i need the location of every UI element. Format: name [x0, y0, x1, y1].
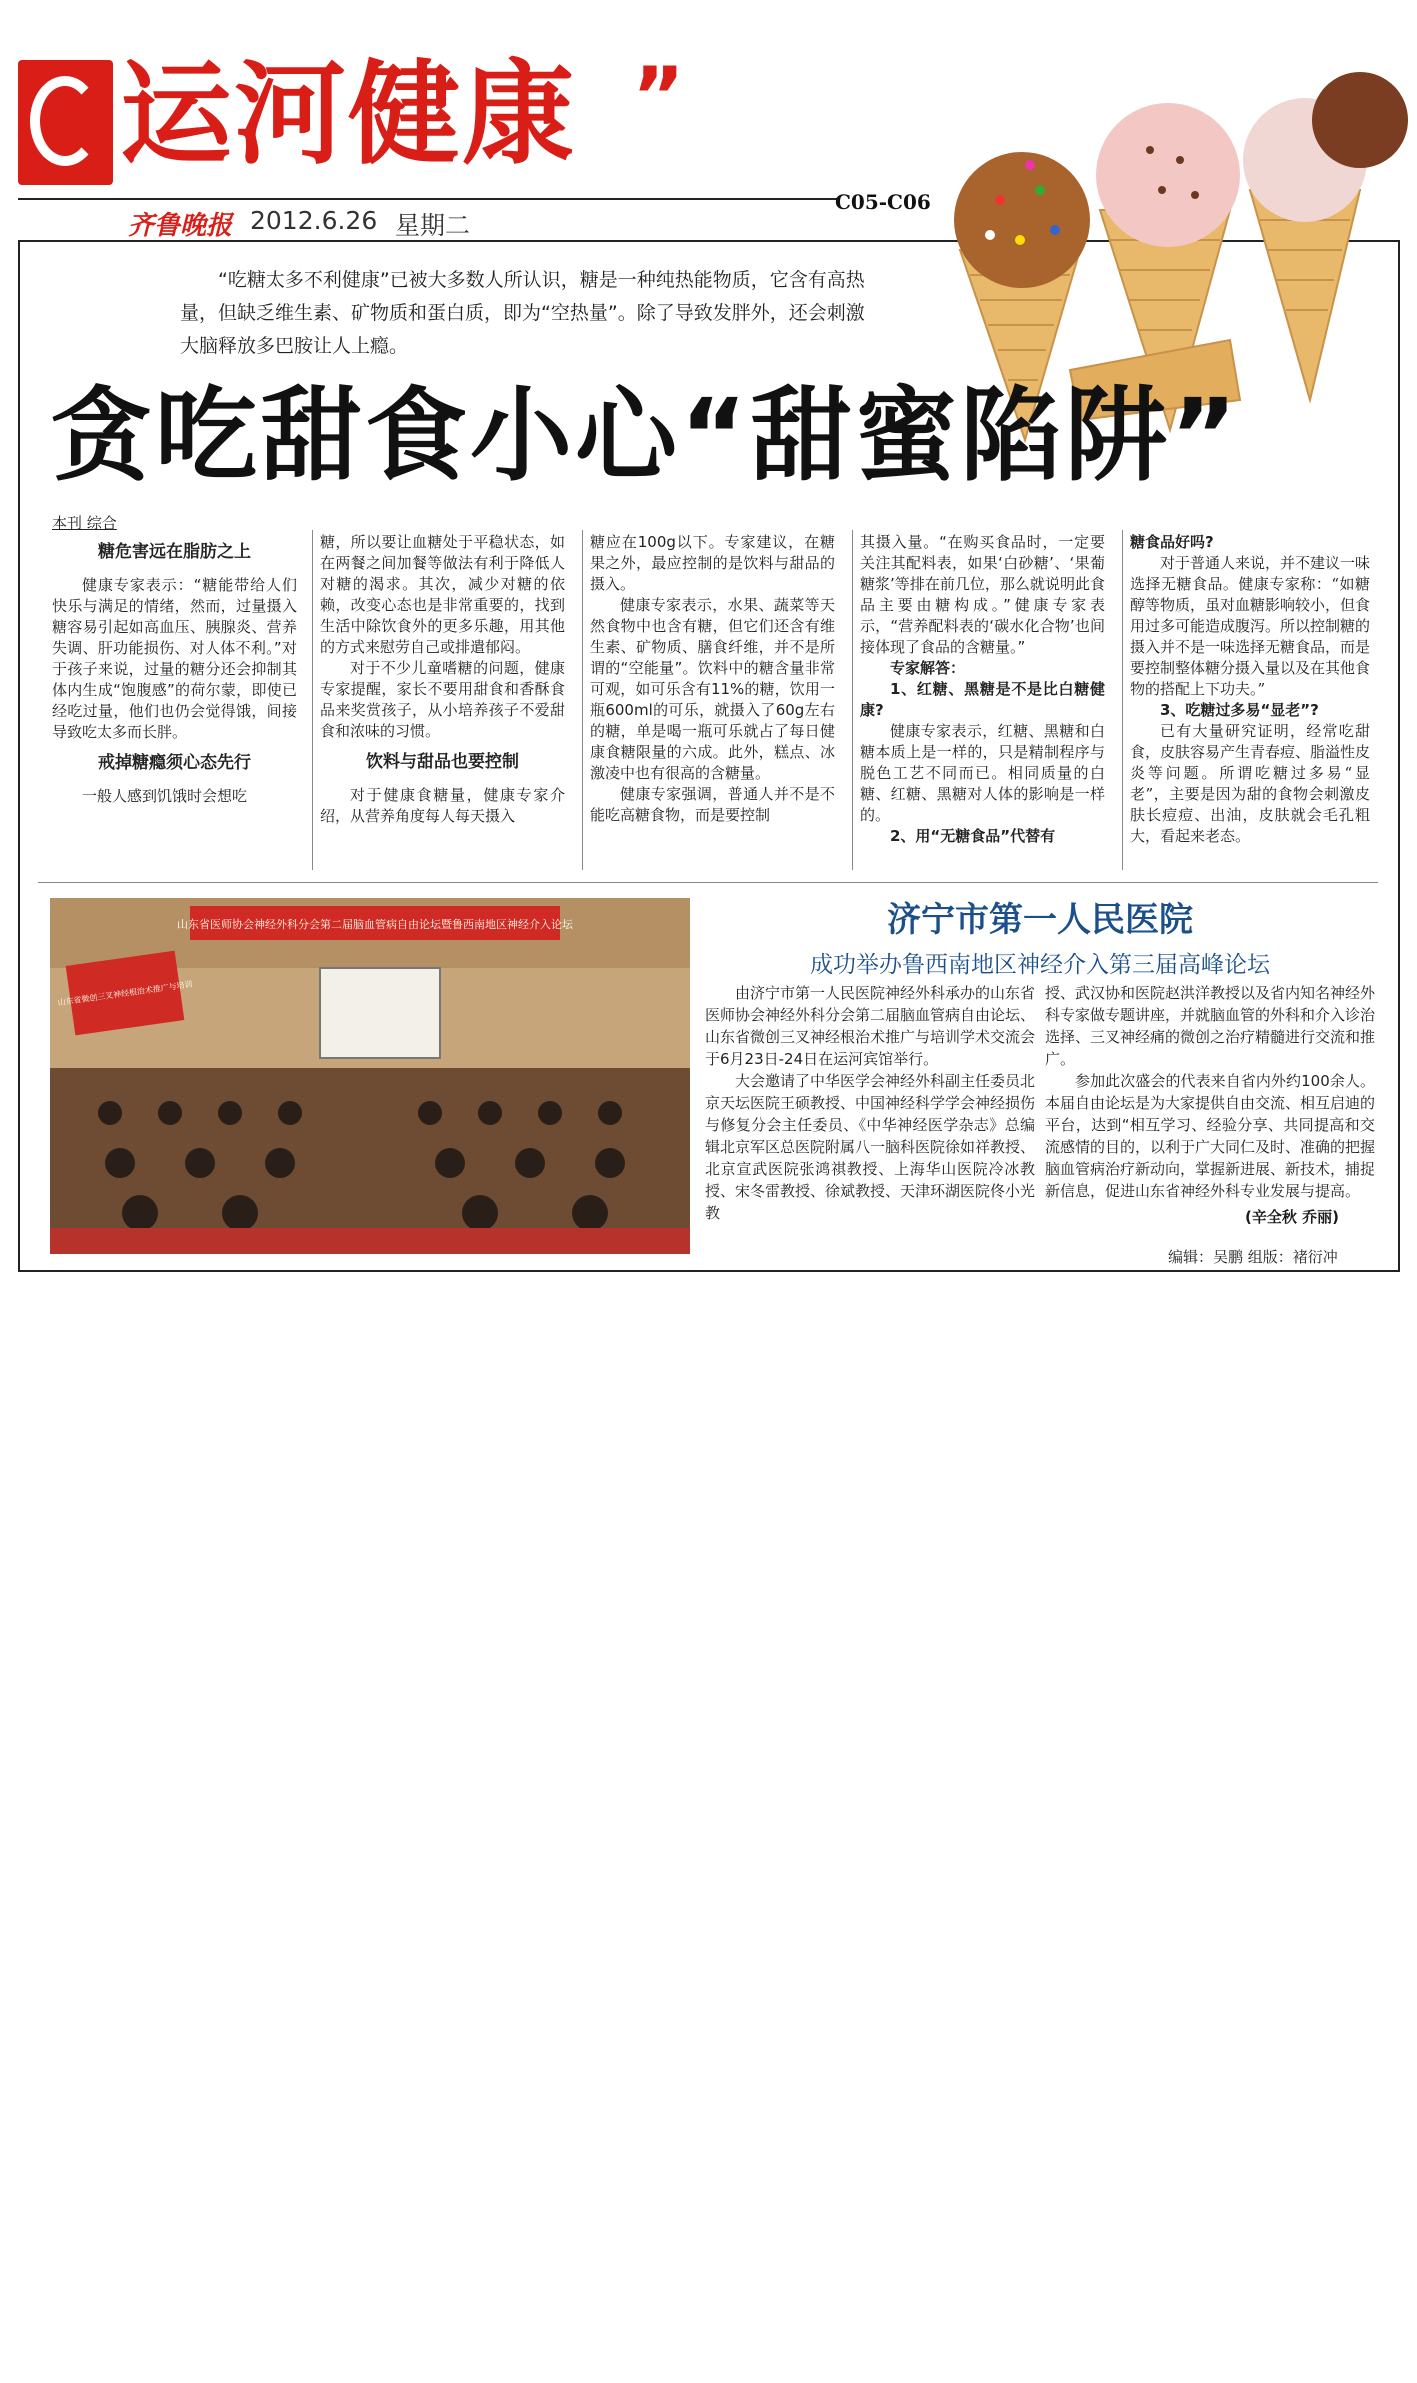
qa-heading: 专家解答：: [890, 659, 966, 677]
paragraph: 健康专家表示，水果、蔬菜等天然食物中也含有糖，但它们还含有维生素、矿物质、膳食纤维，并不是所谓的“空能量”。饮料中的糖含量非常可观，如可乐含有11%的糖，饮用一瓶600ml的可乐，就摄入了60g左右的糖，单是喝一瓶可乐就占了每日健康食糖限量的六成。此外，糕点、冰激凌中也有很高的含糖量。: [590, 596, 835, 782]
hospital-column-1: [705, 982, 1035, 1224]
paragraph: 授、武汉协和医院赵洪洋教授以及省内知名神经外科专家做专题讲座，并就脑血管的外科和介入诊治选择、三叉神经痛的微创之治疗精髓进行交流和推广。: [1045, 984, 1376, 1068]
paragraph: 大会邀请了中华医学会神经外科副主任委员北京天坛医院王硕教授、中国神经科学学会神经损伤与修复分会主任委员、《中华神经医学杂志》总编辑北京军区总医院附属八一脑科医院徐如祥教授、北京宣武医院张鸿祺教授、上海华山医院冷冰教授、宋冬雷教授、徐斌教授、天津环湖医院佟小光教: [705, 1072, 1036, 1222]
column-divider: [852, 530, 853, 870]
subheading: 戒掉糖瘾须心态先行: [98, 753, 251, 773]
section-logo: [18, 60, 113, 185]
hospital-story-subtitle: 成功举办鲁西南地区神经介入第三届高峰论坛: [810, 952, 1270, 978]
paragraph: 一般人感到饥饿时会想吃: [82, 787, 248, 805]
column-divider: [312, 530, 313, 870]
column-divider: [582, 530, 583, 870]
paragraph: 对于健康食糖量，健康专家介绍，从营养角度每人每天摄入: [320, 786, 565, 825]
paragraph: 其摄入量。“在购买食品时，一定要关注其配料表，如果‘白砂糖’、‘果葡糖浆’等排在前几位，那么就说明此食品主要由糖构成。”健康专家表示，“营养配料表的‘碳水化合物’也间接体现了食品的含糖量。”: [860, 533, 1105, 656]
paragraph: 对于不少儿童嗜糖的问题，健康专家提醒，家长不要用甜食和香酥食品来奖赏孩子，从小培养孩子不爱甜食和浓味的习惯。: [320, 659, 565, 740]
hospital-story-author: (辛全秋 乔丽): [1245, 1208, 1339, 1226]
qa-answer: 已有大量研究证明，经常吃甜食，皮肤容易产生青春痘、脂溢性皮炎等问题。所谓吃糖过多易“显老”，主要是因为甜的食物会刺激皮肤长痘痘、出油，皮肤就会毛孔粗大，看起来老态。: [1130, 722, 1371, 845]
paragraph: 糖，所以要让血糖处于平稳状态，如在两餐之间加餐等做法有利于降低人对糖的渴求。其次，减少对糖的依赖，改变心态也是非常重要的，找到生活中除饮食外的更多乐趣，用其他的方式来慰劳自己或排遣郁闷。: [320, 533, 565, 656]
article-column-1: [52, 532, 297, 807]
paragraph: 参加此次盛会的代表来自省内外约100余人。本届自由论坛是为大家提供自由交流、相互启迪的平台，达到“相互学习、经验分享、共同提高和交流感情的目的，以利于广大同仁及时、准确的把握脑血管病治疗新动向，掌握新进展、新技术，捕捉新信息，促进山东省神经外科专业发展与提高。: [1045, 1072, 1376, 1200]
qa-answer: 对于普通人来说，并不建议一味选择无糖食品。健康专家称：“如糖醇等物质，虽对血糖影响较小，但食用过多可能造成腹泻。所以控制糖的摄入并不是一味选择无糖食品，而是要控制整体糖分摄入量以及在其他食物的搭配上下功夫。”: [1130, 554, 1371, 698]
hospital-story-title: 济宁市第一人民医院: [887, 900, 1193, 940]
qa-answer: 健康专家表示，红糖、黑糖和白糖本质上是一样的，只是精制程序与脱色工艺不同而已。相同质量的白糖、红糖、黑糖对人体的影响是一样的。: [860, 722, 1105, 824]
story-lead: “吃糖太多不利健康”已被大多数人所认识，糖是一种纯热能物质，它含有高热量，但缺乏维生素、矿物质和蛋白质，即为“空热量”。除了导致发胖外，还会刺激大脑释放多巴胺让人上瘾。: [180, 269, 865, 357]
paragraph: 健康专家强调，普通人并不是不能吃高糖食物，而是要控制: [590, 785, 835, 824]
section-title: 运河健康: [120, 50, 576, 180]
editor-credit: 编辑：吴鹏 组版：褚衍冲: [1168, 1248, 1338, 1266]
hospital-column-2: [1045, 982, 1375, 1202]
article-column-4: [860, 532, 1105, 847]
story-byline: 本刊 综合: [52, 514, 117, 532]
article-column-5: [1130, 532, 1370, 847]
issue-weekday: 星期二: [395, 211, 471, 240]
subheading: 饮料与甜品也要控制: [366, 752, 519, 772]
page-range: C05-C06: [835, 190, 931, 214]
section-quote-mark: ”: [632, 50, 685, 143]
qa-question: 3、吃糖过多易“显老”?: [1160, 701, 1319, 719]
masthead-rule: [18, 198, 838, 200]
side-banner-text: 山东省微创三叉神经根治术推广与培训: [57, 979, 194, 1008]
story-headline: 贪吃甜食小心“甜蜜陷阱”: [50, 377, 1241, 496]
story-divider: [38, 882, 1378, 883]
banner-text: 山东省医师协会神经外科分会第二届脑血管病自由论坛暨鲁西南地区神经介入论坛: [177, 918, 573, 931]
paragraph: 健康专家表示：“糖能带给人们快乐与满足的情绪，然而，过量摄入糖容易引起如高血压、胰腺炎、营养失调、肝功能损伤、对人体不利。”对于孩子来说，过量的糖分还会抑制其体内生成“饱腹感”的荷尔蒙，即使已经吃过量，他们也仍会觉得饿，间接导致吃太多而长胖。: [52, 576, 297, 741]
article-column-2: [320, 532, 565, 827]
paragraph: 由济宁市第一人民医院神经外科承办的山东省医师协会神经外科分会第二届脑血管病自由论坛、山东省微创三叉神经根治术推广与培训学术交流会于6月23日-24日在运河宾馆举行。: [705, 984, 1036, 1068]
conference-photo: [50, 898, 690, 1254]
paper-name: 齐鲁晚报: [128, 211, 233, 241]
qa-question: 1、红糖、黑糖是不是比白糖健康?: [860, 680, 1105, 719]
subheading: 糖危害远在脂肪之上: [98, 542, 251, 562]
article-column-3: [590, 532, 835, 826]
issue-date: 2012.6.26: [250, 206, 378, 235]
paragraph: 糖应在100g以下。专家建议，在糖果之外，最应控制的是饮料与甜品的摄入。: [590, 533, 835, 593]
column-divider: [1122, 530, 1123, 870]
qa-question: 2、用“无糖食品”代替有: [890, 827, 1056, 845]
qa-question: 糖食品好吗?: [1130, 533, 1214, 551]
